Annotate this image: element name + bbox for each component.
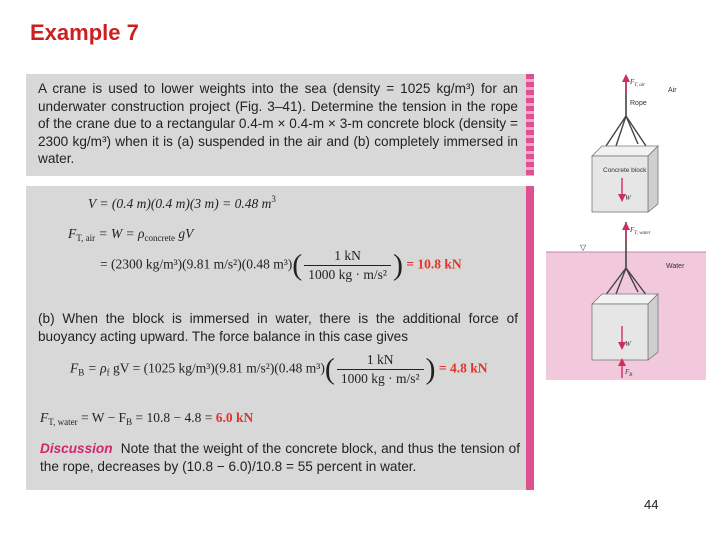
fraction-denominator: 1000 kg · m/s² <box>308 267 387 282</box>
block-air-front <box>592 156 648 212</box>
page-number: 44 <box>644 497 659 512</box>
buoyancy-unit-fraction <box>337 352 424 387</box>
fraction-numerator: 1 kN <box>304 248 391 266</box>
cable-air-3 <box>616 116 626 146</box>
part-b-text: (b) When the block is immersed in water, there is the additional force of buoyancy acting upward. The force balance in this case gives <box>38 311 518 344</box>
fb-subscript: B <box>126 417 133 427</box>
buoyancy-rhs: gV = (1025 kg/m³)(9.81 m/s²)(0.48 m³) <box>109 360 325 376</box>
volume-equation-text: V = (0.4 m)(0.4 m)(3 m) = 0.48 m <box>88 196 272 211</box>
tension-air-calc-lhs: = (2300 kg/m³)(9.81 m/s²)(0.48 m³) <box>100 256 293 272</box>
block-air-top <box>592 146 658 156</box>
tension-air-rhs: gV <box>175 226 194 241</box>
tension-air-mid: = W = ρ <box>95 226 145 241</box>
tension-water-rhs: = W − F <box>77 410 127 425</box>
volume-equation <box>88 194 276 212</box>
cable-air-4 <box>626 116 638 144</box>
buoyancy-equation: $F_B = \rho_f$ gV = (1025 kg/m³)(9.81 m/s²)(0.48 m³)( $\frac{1 kN}{\text{1000 kg · m/s²}}$ ) = 4.8 kN <box>70 352 488 386</box>
discussion-text: Note that the weight of the concrete block, and thus the tension of the rope, decreases by (10.8 − 6.0)/10.8 = 55 percent in water. <box>40 441 520 474</box>
block-air-side <box>648 146 658 212</box>
problem-side-stripe <box>526 74 534 176</box>
tension-water-subscript: T, water <box>48 417 78 427</box>
surface-marker-icon: ▽ <box>580 243 587 252</box>
discussion-paragraph <box>40 440 520 475</box>
block-water-side <box>648 294 658 360</box>
buoyancy-mid: = ρ <box>84 360 107 376</box>
volume-exponent: 3 <box>271 194 276 204</box>
air-label: Air <box>668 87 677 94</box>
crane-figure <box>546 72 706 380</box>
block-label: Concrete block <box>603 167 647 174</box>
w-air-label: W <box>625 194 631 202</box>
concrete-subscript: concrete <box>144 233 176 243</box>
water-label: Water <box>666 263 685 270</box>
ft-air-label: $F_{T, air}$ <box>630 78 646 88</box>
tension-water-symbol: F <box>40 410 49 425</box>
block-water-front <box>592 304 648 360</box>
tension-water-result: 6.0 kN <box>215 410 254 425</box>
solution-box <box>26 186 526 490</box>
tension-air-calculation: = (2300 kg/m³)(9.81 m/s²)(0.48 m³)( $\frac{1 kN}{\text{1000 kg · m/s²}}$ ) = 10.8 kN <box>100 248 462 282</box>
water-scenario <box>546 222 706 380</box>
solution-side-bar <box>526 186 534 490</box>
tension-air-result: = 10.8 kN <box>406 256 462 272</box>
w-water-label: W <box>625 340 631 348</box>
fluid-subscript: f <box>106 367 110 378</box>
block-water-top <box>592 294 658 304</box>
tension-symbol: F <box>68 226 77 241</box>
buoyancy-fraction-numerator: 1 kN <box>337 352 424 370</box>
tension-water-equation <box>40 410 253 427</box>
ft-water-label: $F_{T, water}$ <box>630 226 651 236</box>
buoyancy-result: = 4.8 kN <box>438 360 488 376</box>
air-scenario <box>592 74 677 212</box>
tension-water-arrowhead <box>622 222 630 230</box>
unit-conversion-fraction <box>304 248 391 283</box>
problem-text: A crane is used to lower weights into the sea (density = 1025 kg/m³) for an underwater construction project (Fig. 3–41). Determine the tension in the rope of the crane due to a rectangular 0.4-m × 0.4-m × 3-m concrete block (density = 2300 kg/m³) when it is (a) suspended in the air and (b) completely immersed in water. <box>38 81 518 167</box>
rope-label: Rope <box>630 100 647 107</box>
tension-air-subscript: T, air <box>76 233 96 243</box>
buoyancy-symbol: F <box>70 360 79 376</box>
buoyancy-subscript: B <box>78 367 85 378</box>
fb-label: $F_B$ <box>625 368 633 378</box>
tension-air-equation <box>68 226 193 243</box>
slide-title: Example 7 <box>30 20 139 45</box>
buoyancy-fraction-denominator: 1000 kg · m/s² <box>340 371 420 386</box>
tension-water-tail: = 10.8 − 4.8 = <box>132 410 216 425</box>
tension-air-arrowhead <box>622 74 630 82</box>
problem-statement-box <box>26 74 526 176</box>
discussion-label: Discussion <box>40 441 113 456</box>
